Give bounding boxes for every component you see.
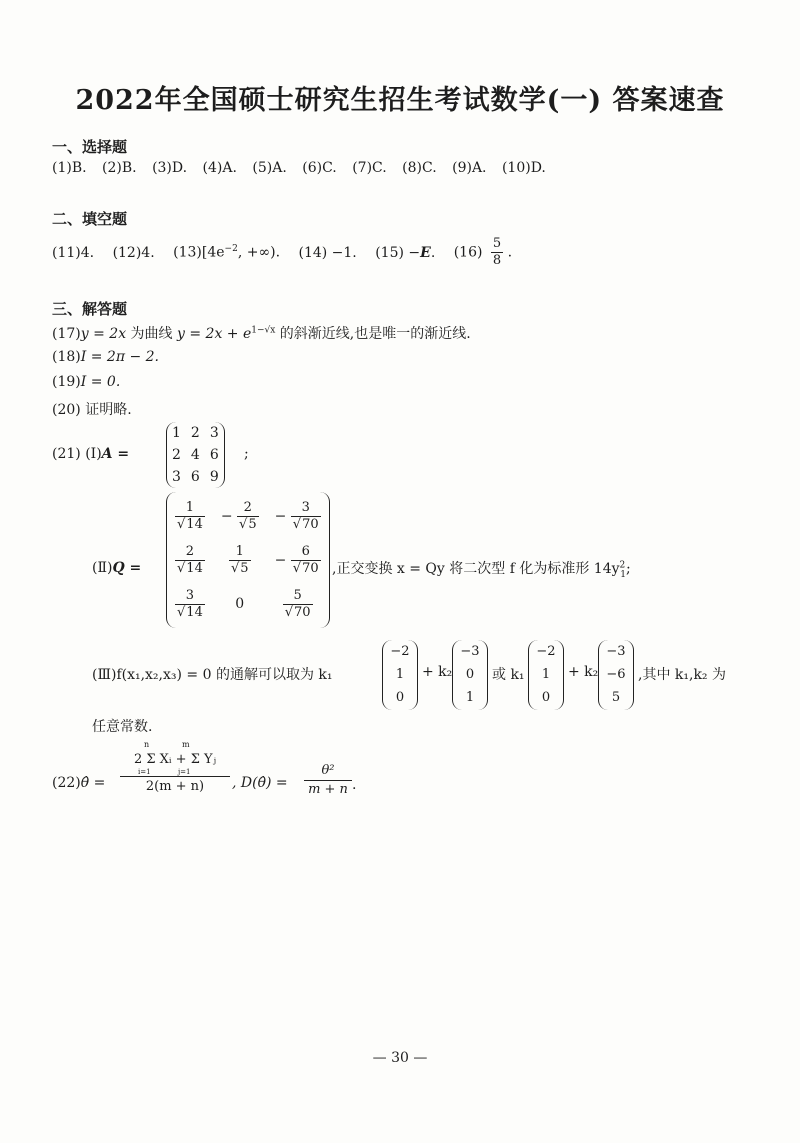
section-heading-fill: 二、填空题 [52, 210, 128, 228]
fill-answer-14: (14) −1. [298, 244, 357, 261]
matrix-a-cell: 6 [190, 469, 200, 485]
page-number: — 30 — [372, 1050, 428, 1066]
vector-entry: 1 [465, 690, 475, 705]
solution-21-part3-tail: ,其中 k₁,k₂ 为 [638, 667, 726, 683]
matrix-a-cell: 2 [190, 425, 200, 441]
matrix-q-cell: $\frac{3}{√14}$ [177, 587, 203, 620]
vector-3 [528, 640, 564, 710]
matrix-q-cell: 0 [235, 596, 245, 612]
choice-answer: (7)C. [352, 160, 387, 176]
vector-entry: −3 [460, 644, 480, 659]
matrix-A [166, 422, 225, 488]
choice-answers-row [52, 160, 557, 176]
variance-fraction: θ² m + n [304, 762, 352, 799]
plus-k2: + k₂ [422, 664, 453, 680]
vector-2 [452, 640, 488, 710]
choice-answer: (6)C. [302, 160, 337, 176]
matrix-q-cell: $\frac{5}{√70}$ [284, 587, 311, 620]
choice-answer: (9)A. [452, 160, 487, 176]
matrix-a-cell: 2 [172, 447, 181, 463]
solution-18: (18)I = 2π − 2. [52, 349, 160, 365]
vector-entry: −6 [606, 667, 626, 682]
section-heading-choice: 一、选择题 [52, 138, 128, 156]
matrix-q-cell: − $\frac{2}{√5}$ [220, 499, 257, 532]
matrix-a-cell: 4 [190, 447, 200, 463]
matrix-q-cell: − $\frac{3}{√70}$ [274, 499, 319, 532]
choice-answer: (8)C. [402, 160, 437, 176]
choice-answer: (1)B. [52, 160, 87, 176]
vector-entry: 0 [395, 690, 405, 705]
solution-21-part3-text: (Ⅲ)f(x₁,x₂,x₃) = 0 的通解可以取为 k₁ [92, 667, 333, 683]
matrix-Q-tail: ,正交变换 x = Qy 将二次型 f 化为标准形 $14y^2_1$; [332, 560, 631, 580]
matrix-a-cell: 6 [209, 447, 219, 463]
solution-21-part2-label: (Ⅱ)Q = [92, 560, 142, 576]
matrix-q-cell: $\frac{1}{√5}$ [230, 543, 249, 576]
plus-k2-b: + k₂ [568, 664, 599, 680]
matrix-Q [166, 492, 330, 628]
choice-answer: (2)B. [102, 160, 137, 176]
fill-answer-12: (12)4. [112, 244, 155, 261]
solution-19: (19)I = 0. [52, 374, 121, 390]
solution-21-part3-line2: 任意常数. [92, 719, 153, 735]
choice-answer: (3)D. [152, 160, 188, 176]
vector-entry: 1 [541, 667, 551, 682]
matrix-q-cell: − $\frac{6}{√70}$ [274, 543, 319, 576]
vector-entry: 5 [611, 690, 621, 705]
section-heading-solution: 三、解答题 [52, 300, 128, 318]
vector-entry: 0 [541, 690, 551, 705]
choice-answer: (5)A. [252, 160, 287, 176]
matrix-a-cell: 1 [172, 425, 181, 441]
matrix-a-cell: 3 [172, 469, 181, 485]
fill-answer-13: $(13)[4e^{-2}$, +∞). [173, 243, 281, 261]
vector-1 [382, 640, 418, 710]
vector-entry: −2 [536, 644, 556, 659]
variance-label: , D(θ̂) = [232, 775, 288, 791]
vector-4 [598, 640, 634, 710]
variance-end: . [352, 777, 357, 793]
fill-answer-11: (11)4. [52, 244, 95, 261]
estimator-fraction: n m 2 Σ Xᵢ + Σ Yⱼ i=1 j=1 2(m + n) [120, 742, 230, 797]
page-title: 2022年全国硕士研究生招生考试数学(一) 答案速查 [75, 85, 725, 116]
or-k1: 或 k₁ [492, 667, 525, 683]
vector-entry: 1 [395, 667, 405, 682]
matrix-a-cell: 3 [209, 425, 219, 441]
choice-answer: (10)D. [501, 160, 546, 176]
fill-answer-15: (15) −E. [375, 244, 436, 261]
matrix-A-tail: ; [244, 446, 249, 462]
vector-entry: 0 [465, 667, 475, 682]
matrix-q-cell: $\frac{2}{√14}$ [177, 543, 203, 576]
solution-20: (20) 证明略. [52, 402, 132, 418]
vector-entry: −2 [390, 644, 410, 659]
fill-answer-16: (16) $\frac{5}{8}$ . [453, 236, 513, 268]
choice-answer: (4)A. [202, 160, 237, 176]
matrix-q-cell: $\frac{1}{√14}$ [177, 499, 203, 532]
matrix-a-cell: 9 [209, 469, 219, 485]
fill-answers-row [52, 236, 526, 269]
solution-17: (17)y = 2x 为曲线 $y = 2x + e^{1-√x}$ 的斜渐近线,也是唯一的渐近线. [52, 325, 471, 342]
solution-22-label: (22)θ̂ = [52, 775, 106, 791]
solution-21-label: (21) (Ⅰ)A = [52, 446, 130, 462]
vector-entry: −3 [606, 644, 626, 659]
